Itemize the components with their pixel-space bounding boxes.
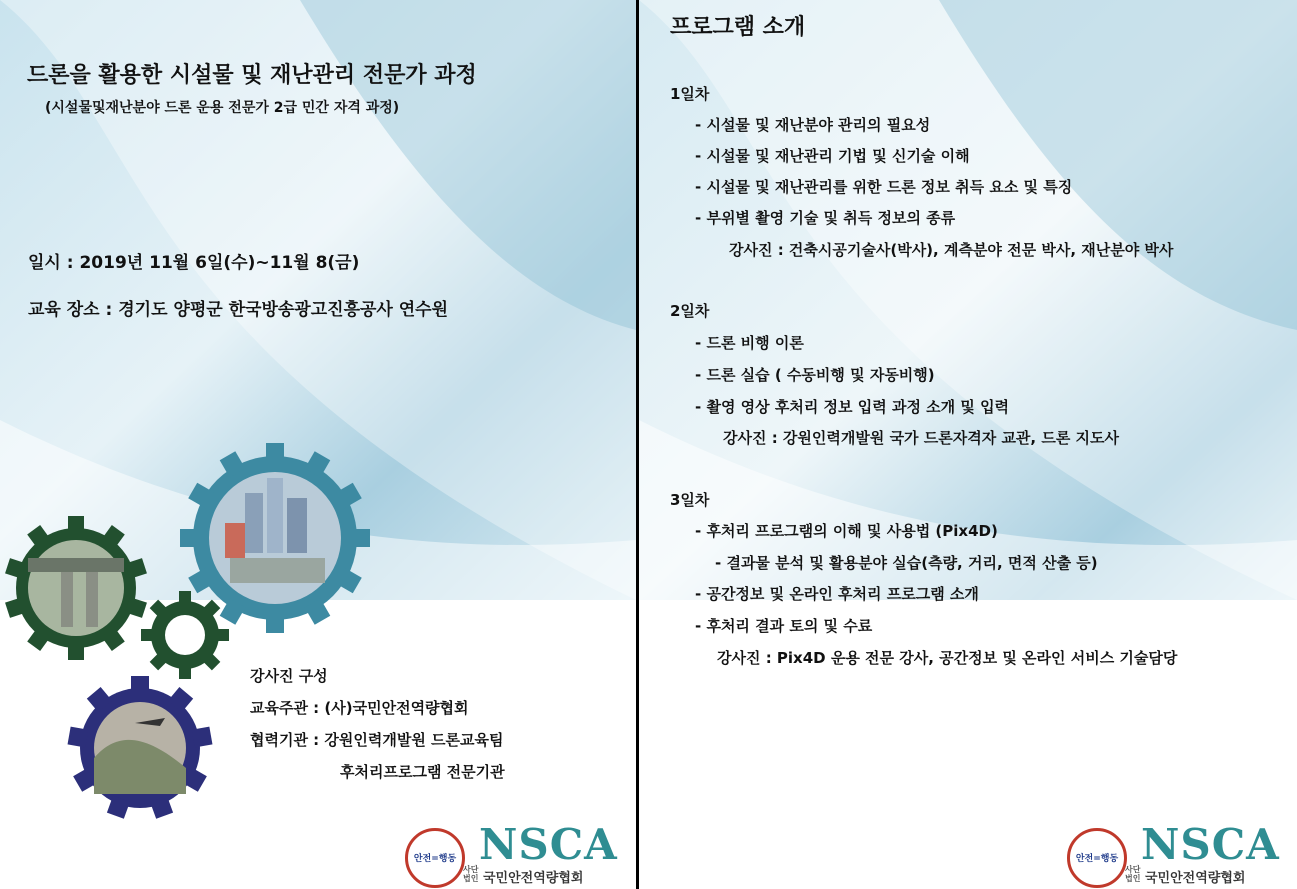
day3-item: - 공간정보 및 온라인 후처리 프로그램 소개 xyxy=(695,585,979,603)
safety-badge-icon: 안전=행동 xyxy=(405,828,465,888)
day1-heading: 1일차 xyxy=(670,85,710,103)
day2-item: - 드론 실습 ( 수동비행 및 자동비행) xyxy=(695,366,935,384)
partner-line-2: 후처리프로그램 전문기관 xyxy=(340,763,505,781)
day3-heading: 3일차 xyxy=(670,491,710,509)
day1-item: - 시설물 및 재난관리를 위한 드론 정보 취득 요소 및 특징 xyxy=(695,178,1073,196)
organizer-line: 교육주관 : (사)국민안전역량협회 xyxy=(250,699,469,717)
org-name: 국민안전역량협회 xyxy=(483,871,584,886)
nsca-logo xyxy=(405,820,630,886)
staff-heading: 강사진 구성 xyxy=(250,667,328,685)
course-subtitle: (시설물및재난분야 드론 운용 전문가 2급 민간 자격 과정) xyxy=(45,100,400,116)
day3-instructors: 강사진 : Pix4D 운용 전문 강사, 공간정보 및 온라인 서비스 기술담당 xyxy=(717,649,1178,667)
nsca-wordmark: NSCA xyxy=(1141,820,1280,869)
program-title: 프로그램 소개 xyxy=(670,15,806,40)
corp-type-1: 사단 xyxy=(463,865,479,874)
day1-item: - 시설물 및 재난관리 기법 및 신기술 이해 xyxy=(695,147,970,165)
day2-heading: 2일차 xyxy=(670,302,710,320)
safety-badge-icon: 안전=행동 xyxy=(1067,828,1127,888)
right-page xyxy=(639,0,1297,889)
day2-item: - 드론 비행 이론 xyxy=(695,334,804,352)
day1-item: - 시설물 및 재난분야 관리의 필요성 xyxy=(695,116,931,134)
corp-type-1: 사단 xyxy=(1125,865,1141,874)
left-page xyxy=(0,0,636,889)
course-place: 교육 장소 : 경기도 양평군 한국방송광고진흥공사 연수원 xyxy=(28,300,449,320)
day3-item: - 결과물 분석 및 활용분야 실습(측량, 거리, 면적 산출 등) xyxy=(715,554,1098,572)
corp-type-2: 법인 xyxy=(463,874,479,883)
day3-item: - 후처리 결과 토의 및 수료 xyxy=(695,617,873,635)
course-date: 일시 : 2019년 11월 6일(수)~11월 8(금) xyxy=(28,253,360,273)
nsca-wordmark: NSCA xyxy=(479,820,618,869)
day2-item: - 촬영 영상 후처리 정보 입력 과정 소개 및 입력 xyxy=(695,398,1010,416)
day3-item: - 후처리 프로그램의 이해 및 사용법 (Pix4D) xyxy=(695,522,998,540)
org-name: 국민안전역량협회 xyxy=(1145,871,1246,886)
day1-item: - 부위별 촬영 기술 및 취득 정보의 종류 xyxy=(695,209,956,227)
corp-type-2: 법인 xyxy=(1125,874,1141,883)
nsca-logo xyxy=(1067,820,1292,886)
gears-illustration xyxy=(0,440,380,830)
day1-instructors: 강사진 : 건축시공기술사(박사), 계측분야 전문 박사, 재난분야 박사 xyxy=(729,241,1174,259)
partner-line-1: 협력기관 : 강원인력개발원 드론교육팀 xyxy=(250,731,504,749)
course-title: 드론을 활용한 시설물 및 재난관리 전문가 과정 xyxy=(27,63,477,88)
day2-instructors: 강사진 : 강원인력개발원 국가 드론자격자 교관, 드론 지도사 xyxy=(723,429,1120,447)
